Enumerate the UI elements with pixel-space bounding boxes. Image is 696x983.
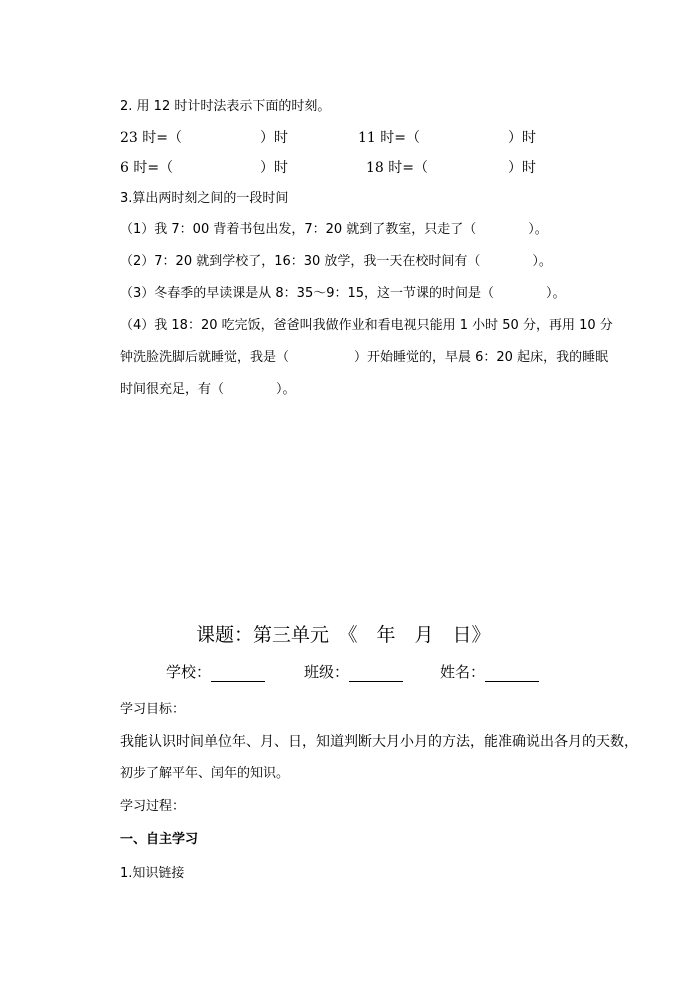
q3-item-3: （3）冬春季的早读课是从 8：35～9：15，这一节课的时间是（ ）。 (120, 286, 566, 301)
goal-line-2: 初步了解平年、闰年的知识。 (120, 766, 290, 781)
name-blank[interactable] (485, 665, 539, 682)
name-field (440, 662, 539, 682)
school-label: 学校： (166, 663, 212, 681)
q2-row1-a-label: 23 时=（ (120, 130, 182, 146)
q3-item-4-line-3: 时间很充足，有（ ）。 (120, 382, 296, 397)
q3-item-2: （2）7：20 就到学校了，16：30 放学，我一天在校时间有（ ）。 (120, 254, 552, 269)
name-label: 姓名： (440, 663, 486, 681)
q3-item-4-line-2: 钟洗脸洗脚后就睡觉，我是（ ）开始睡觉的，早晨 6：20 起床，我的睡眠 (120, 350, 609, 365)
q2-row1-b-end: ）时 (508, 130, 536, 146)
q2-row2-b-label: 18 时=（ (366, 160, 428, 176)
q2-row2-a-end: ）时 (260, 160, 288, 176)
q2-row2-b-end: ）时 (508, 160, 536, 176)
q3-item-4-line-1: （4）我 18：20 吃完饭，爸爸叫我做作业和看电视只能用 1 小时 50 分，再用 10 分 (120, 318, 613, 333)
lesson-title: 课题：第三单元 《 年 月 日》 (196, 624, 491, 646)
class-field (304, 662, 403, 682)
sub-knowledge-link: 1.知识链接 (120, 866, 185, 881)
q2-row1-b-label: 11 时=（ (358, 130, 420, 146)
school-blank[interactable] (211, 665, 265, 682)
class-blank[interactable] (349, 665, 403, 682)
class-label: 班级： (304, 663, 350, 681)
q3-item-1: （1）我 7：00 背着书包出发，7：20 就到了教室，只走了（ ）。 (120, 222, 548, 237)
school-field (166, 662, 265, 682)
q3-heading: 3.算出两时刻之间的一段时间 (120, 191, 289, 206)
goal-line-1: 我能认识时间单位年、月、日，知道判断大月小月的方法，能准确说出各月的天数， (120, 734, 638, 750)
q2-heading: 2. 用 12 时计时法表示下面的时刻。 (120, 99, 331, 114)
process-heading: 学习过程： (120, 799, 186, 814)
q2-row2-a-label: 6 时=（ (120, 160, 174, 176)
goal-heading: 学习目标： (120, 702, 186, 717)
q2-row1-a-end: ）时 (260, 130, 288, 146)
section-self-study: 一、自主学习 (120, 832, 199, 847)
